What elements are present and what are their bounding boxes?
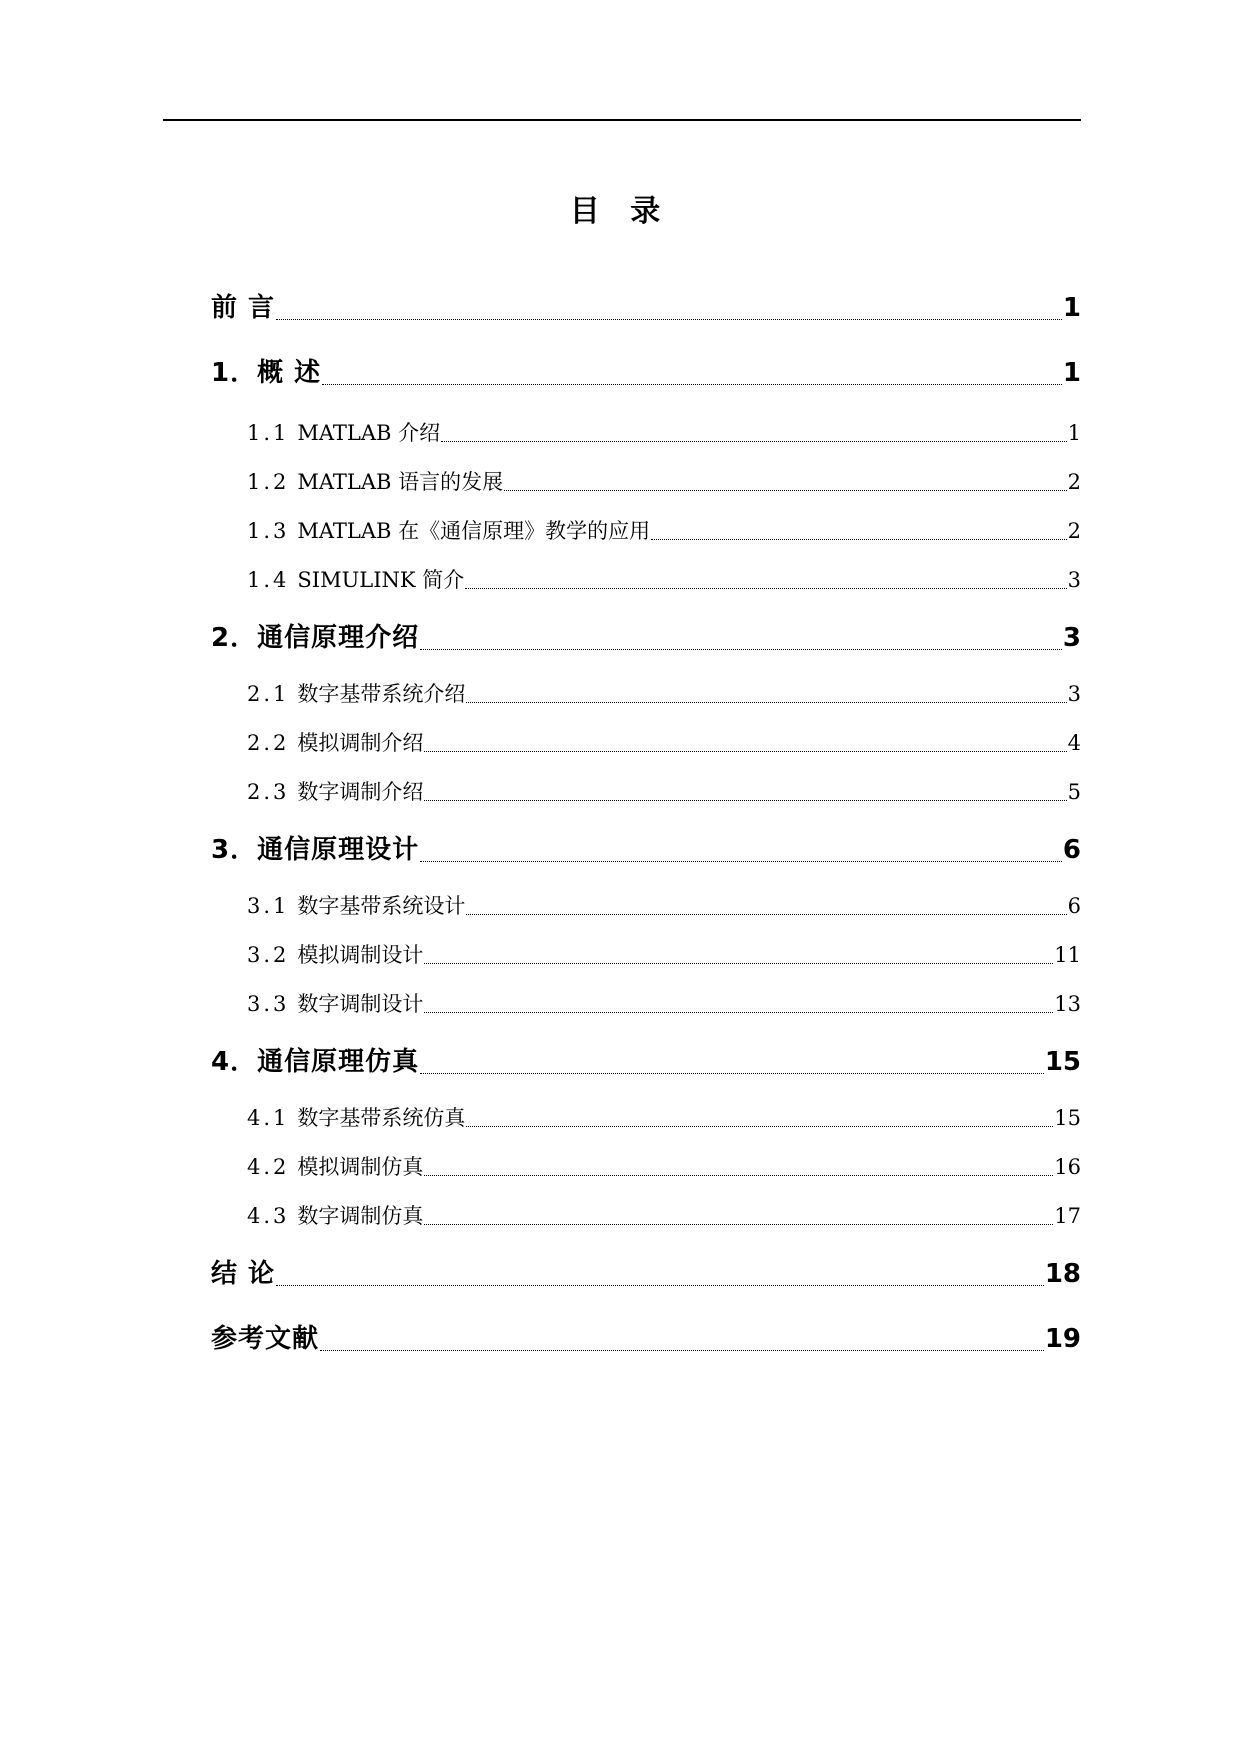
toc-entry-chapter-1[interactable] xyxy=(211,355,1081,391)
dot-leader xyxy=(276,319,1062,320)
toc-entry-section-2-2[interactable] xyxy=(247,728,1081,758)
toc-entry-chapter-2[interactable] xyxy=(211,620,1081,656)
toc-entry-section-3-2[interactable] xyxy=(247,940,1081,970)
toc-entry-page: 2 xyxy=(1067,519,1081,543)
dot-leader xyxy=(424,1012,1053,1013)
toc-entry-label: 4.2 模拟调制仿真 xyxy=(247,1155,424,1179)
toc-entry-label: 1.4 SIMULINK 简介 xyxy=(247,568,465,592)
toc-entry-page: 15 xyxy=(1054,1106,1081,1130)
toc-entry-label: 2.1 数字基带系统介绍 xyxy=(247,682,466,706)
toc-entry-section-1-2[interactable] xyxy=(247,467,1081,497)
toc-entry-label: 2.3 数字调制介绍 xyxy=(247,780,424,804)
toc-entry-label: 参考文献 xyxy=(211,1324,320,1354)
toc-entry-page: 13 xyxy=(1054,992,1081,1016)
toc-entry-section-1-1[interactable] xyxy=(247,418,1081,448)
toc-entry-page: 17 xyxy=(1054,1204,1081,1228)
toc-entry-preface[interactable] xyxy=(211,290,1081,326)
toc-entry-label: 3.2 模拟调制设计 xyxy=(247,943,424,967)
dot-leader xyxy=(320,1350,1044,1351)
toc-entry-label: 3.1 数字基带系统设计 xyxy=(247,894,466,918)
toc-entry-page: 2 xyxy=(1067,470,1081,494)
toc-entry-section-2-1[interactable] xyxy=(247,679,1081,709)
toc-entry-chapter-3[interactable] xyxy=(211,832,1081,868)
toc-entry-page: 1 xyxy=(1062,358,1081,388)
toc-entry-page: 15 xyxy=(1044,1047,1081,1077)
toc-entry-page: 6 xyxy=(1067,894,1081,918)
toc-entry-label: 3.3 数字调制设计 xyxy=(247,992,424,1016)
dot-leader xyxy=(504,490,1066,491)
toc-entry-page: 1 xyxy=(1062,293,1081,323)
toc-entry-page: 6 xyxy=(1062,835,1081,865)
dot-leader xyxy=(424,1224,1053,1225)
toc-entry-section-3-1[interactable] xyxy=(247,891,1081,921)
dot-leader xyxy=(276,1285,1044,1286)
toc-entry-page: 4 xyxy=(1067,731,1081,755)
dot-leader xyxy=(424,1175,1053,1176)
toc-entry-label: 1.2 MATLAB 语言的发展 xyxy=(247,470,504,494)
toc-entry-section-4-1[interactable] xyxy=(247,1103,1081,1133)
toc-entry-label: 2．通信原理介绍 xyxy=(211,623,420,653)
toc-entry-label: 4.1 数字基带系统仿真 xyxy=(247,1106,466,1130)
toc-entry-page: 19 xyxy=(1044,1324,1081,1354)
dot-leader xyxy=(466,914,1066,915)
toc-entry-references[interactable] xyxy=(211,1321,1081,1357)
dot-leader xyxy=(424,751,1066,752)
dot-leader xyxy=(424,800,1066,801)
toc-entry-page: 1 xyxy=(1067,421,1081,445)
dot-leader xyxy=(466,1126,1053,1127)
dot-leader xyxy=(651,539,1066,540)
dot-leader xyxy=(420,1073,1044,1074)
toc-entry-label: 3．通信原理设计 xyxy=(211,835,420,865)
toc-entry-page: 11 xyxy=(1054,943,1081,967)
toc-entry-section-4-2[interactable] xyxy=(247,1152,1081,1182)
toc-entry-section-4-3[interactable] xyxy=(247,1201,1081,1231)
page-title: 目 录 xyxy=(569,194,671,229)
dot-leader xyxy=(424,963,1053,964)
toc-entry-label: 前 言 xyxy=(211,293,276,323)
dot-leader xyxy=(466,702,1066,703)
dot-leader xyxy=(441,441,1066,442)
toc-entry-section-1-3[interactable] xyxy=(247,516,1081,546)
dot-leader xyxy=(420,861,1062,862)
toc-entry-label: 2.2 模拟调制介绍 xyxy=(247,731,424,755)
toc-entry-section-3-3[interactable] xyxy=(247,989,1081,1019)
toc-entry-label: 1.3 MATLAB 在《通信原理》教学的应用 xyxy=(247,519,651,543)
toc-entry-label: 4．通信原理仿真 xyxy=(211,1047,420,1077)
toc-entry-page: 18 xyxy=(1044,1259,1081,1289)
toc-entry-page: 16 xyxy=(1054,1155,1081,1179)
toc-entry-page: 3 xyxy=(1067,682,1081,706)
toc-entry-section-2-3[interactable] xyxy=(247,777,1081,807)
toc-entry-label: 结 论 xyxy=(211,1259,276,1289)
toc-entry-chapter-4[interactable] xyxy=(211,1044,1081,1080)
toc-entry-page: 3 xyxy=(1062,623,1081,653)
dot-leader xyxy=(420,649,1062,650)
toc-entry-section-1-4[interactable] xyxy=(247,565,1081,595)
toc-entry-conclusion[interactable] xyxy=(211,1256,1081,1292)
dot-leader xyxy=(322,384,1062,385)
toc-entry-label: 1.1 MATLAB 介绍 xyxy=(247,421,441,445)
dot-leader xyxy=(465,588,1066,589)
toc-entry-page: 5 xyxy=(1067,780,1081,804)
toc-entry-label: 4.3 数字调制仿真 xyxy=(247,1204,424,1228)
toc-entry-page: 3 xyxy=(1067,568,1081,592)
toc-entry-label: 1．概 述 xyxy=(211,358,322,388)
